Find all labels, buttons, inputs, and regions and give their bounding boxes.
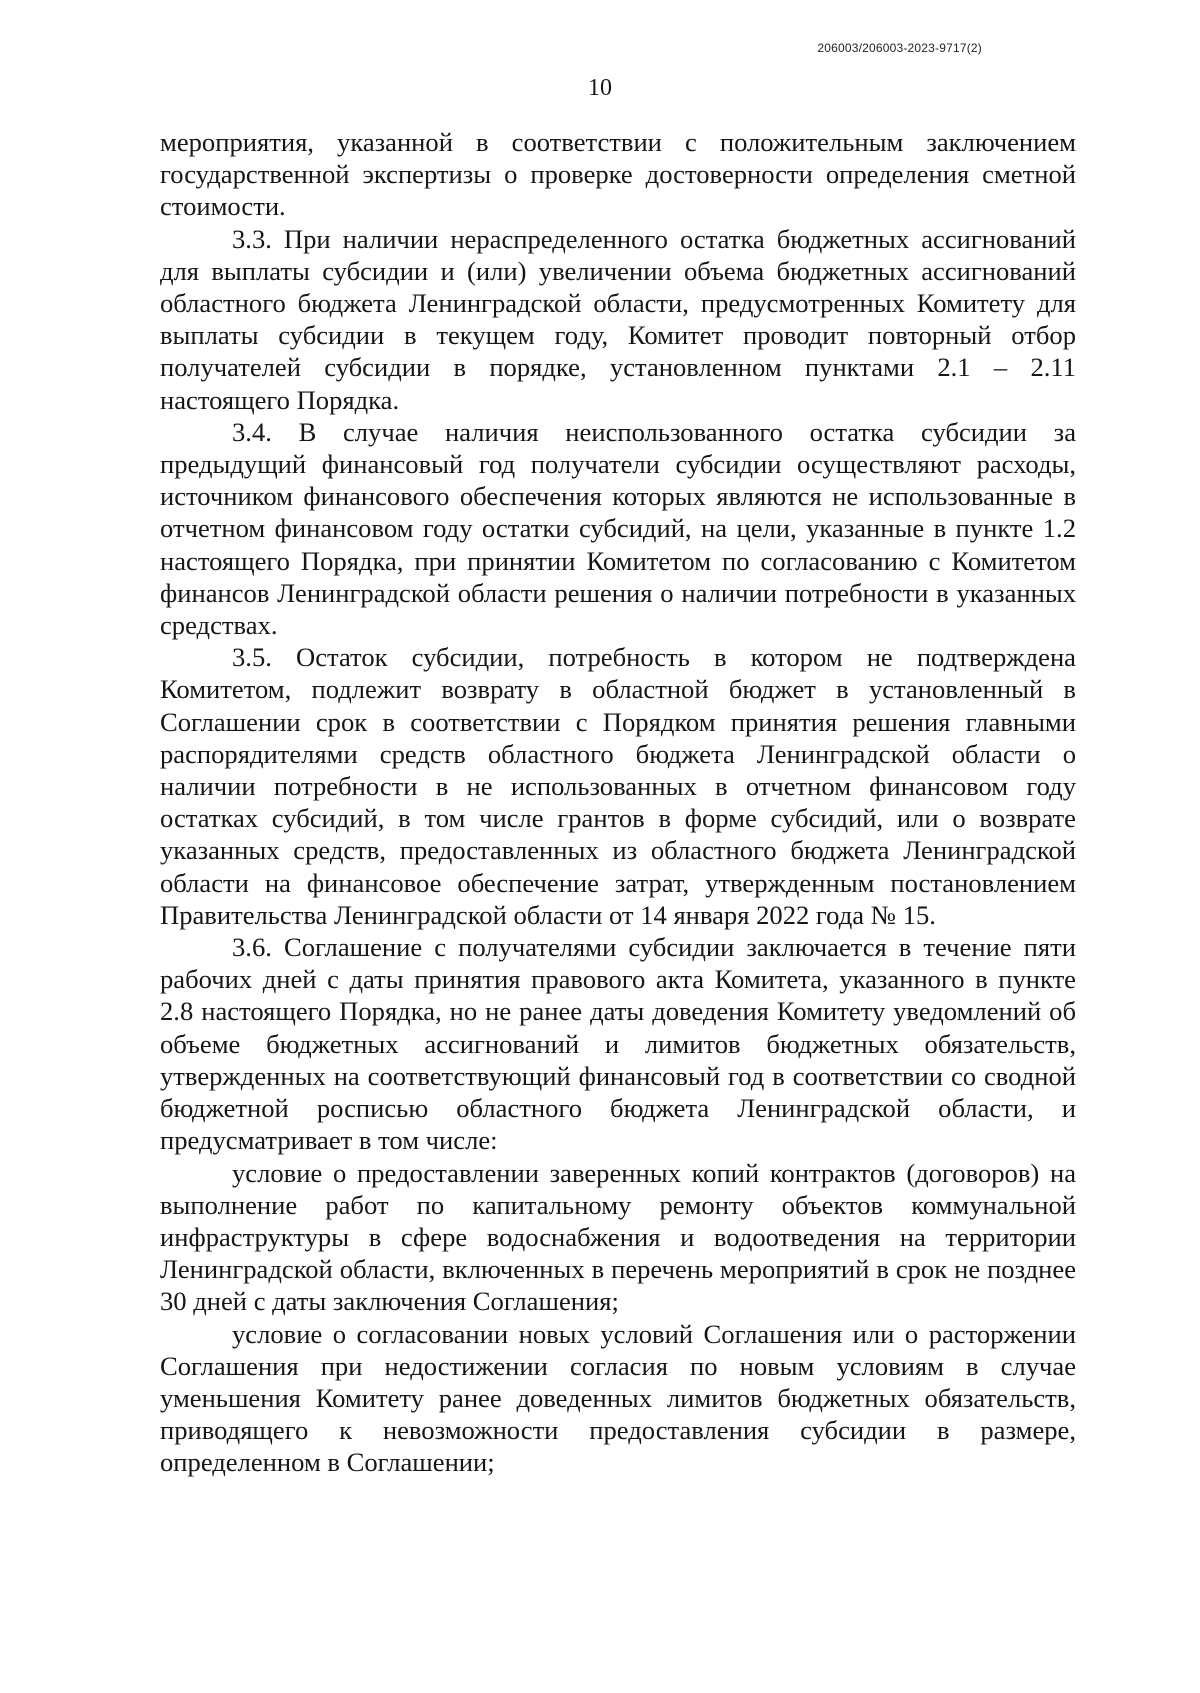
paragraph-condition-copies: условие о предоставлении заверенных копий контрактов (договоров) на выполнение работ по капитальному ремонту объектов коммунальной инфраструктуры в сфере водоснабжения и водоотведения на территории Ленинградской области, включенных в перечень мероприятий в срок не позднее 30 дней с даты заключения Соглашения; (160, 1157, 1076, 1317)
document-number: 206003/206003-2023-9717(2) (817, 41, 982, 55)
document-body (160, 126, 1076, 1479)
paragraph-3-6: 3.6. Соглашение с получателями субсидии заключается в течение пяти рабочих дней с даты принятия правового акта Комитета, указанного в пункте 2.8 настоящего Порядка, но не ранее даты доведения Комитету уведомлений об объеме бюджетных ассигнований и лимитов бюджетных обязательств, утвержденных на соответствующий финансовый год в соответствии со сводной бюджетной росписью областного бюджета Ленинградской области, и предусматривает в том числе: (160, 932, 1076, 1156)
paragraph-3-5: 3.5. Остаток субсидии, потребность в котором не подтверждена Комитетом, подлежит возврату в областной бюджет в установленный в Соглашении срок в соответствии с Порядком принятия решения главными распорядителями средств областного бюджета Ленинградской области о наличии потребности в не использованных в отчетном финансовом году остатках субсидий, в том числе грантов в форме субсидий, или о возврате указанных средств, предоставленных из областного бюджета Ленинградской области на финансовое обеспечение затрат, утвержденным постановлением Правительства Ленинградской области от 14 января 2022 года № 15. (160, 642, 1076, 930)
paragraph-3-4: 3.4. В случае наличия неиспользованного остатка субсидии за предыдущий финансовый год получатели субсидии осуществляют расходы, источником финансового обеспечения которых являются не использованные в отчетном финансовом году остатки субсидий, на цели, указанные в пункте 1.2 настоящего Порядка, при принятии Комитетом по согласованию с Комитетом финансов Ленинградской области решения о наличии потребности в указанных средствах. (160, 416, 1076, 641)
page-number: 10 (588, 75, 612, 101)
paragraph-continuation: мероприятия, указанной в соответствии с положительным заключением государственной экспертизы о проверке достоверности определения сметной стоимости. (160, 127, 1076, 222)
paragraph-3-3: 3.3. При наличии нераспределенного остатка бюджетных ассигнований для выплаты субсидии и (или) увеличении объема бюджетных ассигнований областного бюджета Ленинградской области, предусмотренных Комитету для выплаты субсидии в текущем году, Комитет проводит повторный отбор получателей субсидии в порядке, установленном пунктами 2.1 – 2.11 настоящего Порядка. (160, 223, 1076, 415)
paragraph-condition-agreement: условие о согласовании новых условий Соглашения или о расторжении Соглашения при недостижении согласия по новым условиям в случае уменьшения Комитету ранее доведенных лимитов бюджетных обязательств, приводящего к невозможности предоставления субсидии в размере, определенном в Соглашении; (160, 1318, 1076, 1478)
